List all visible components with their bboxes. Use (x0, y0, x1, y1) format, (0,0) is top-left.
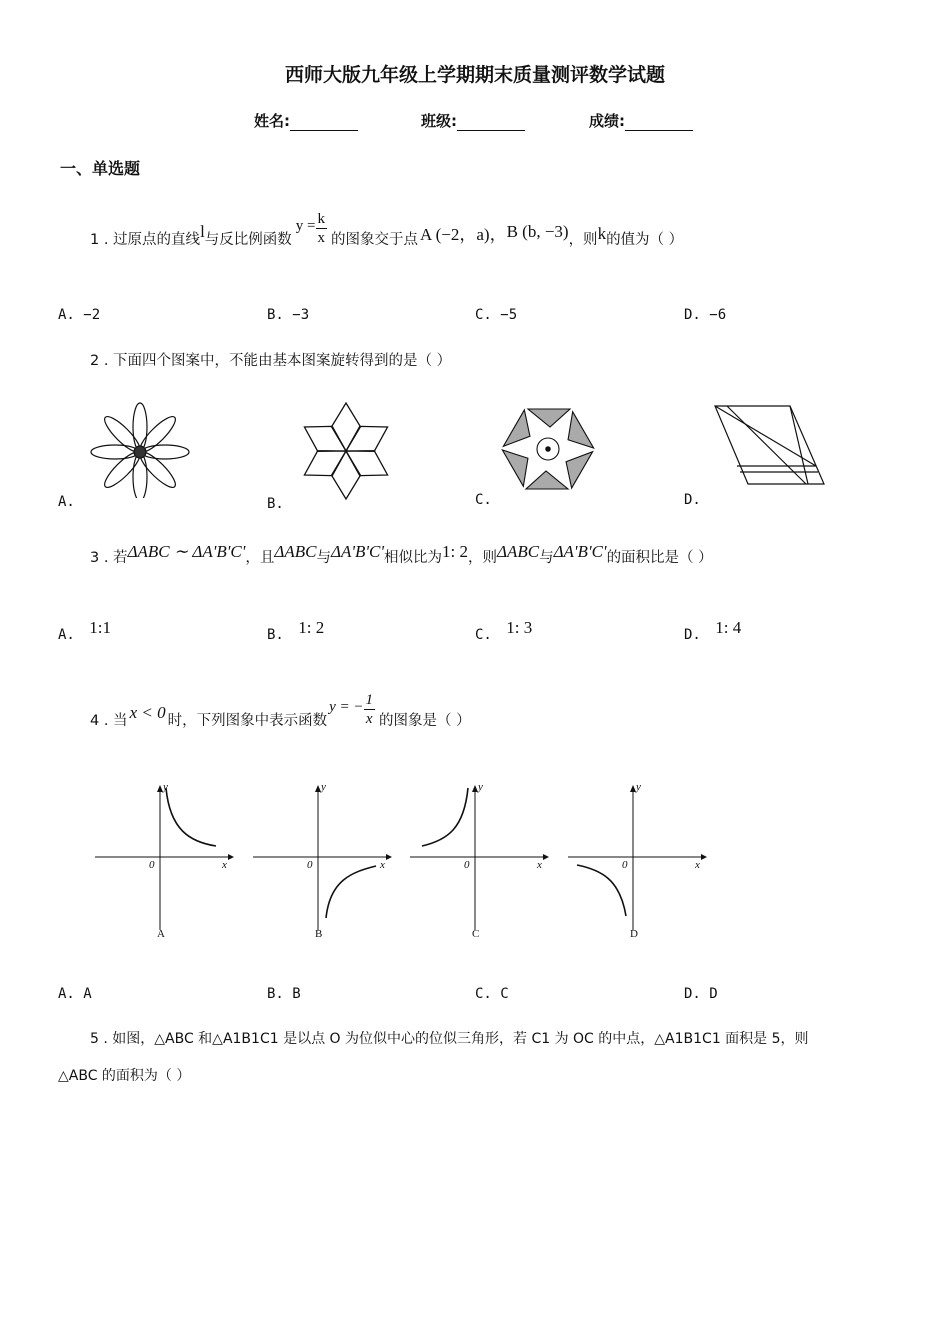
q3-option-d-letter: D. (684, 627, 701, 643)
q1-option-c[interactable]: C. −5 (475, 307, 518, 323)
graph-b-origin: 0 (307, 859, 313, 871)
q3-prefix: 3 . 若 (90, 549, 128, 566)
score-blank[interactable] (625, 116, 693, 131)
q4-y-eq: y = − (329, 698, 364, 715)
q4-suffix: 的图象是（ ） (379, 712, 471, 729)
graph-d-origin: 0 (622, 859, 628, 871)
q1-mid2: 的图象交于点 (331, 231, 419, 248)
q4-graphs (90, 780, 710, 945)
q3-option-d-value: 1: 4 (715, 618, 742, 637)
graph-a-y-label: y (163, 781, 168, 793)
q3-option-a-value: 1:1 (89, 618, 112, 637)
q3-abc4: ΔA'B'C' (553, 542, 607, 561)
q1-frac-den: x (317, 229, 326, 246)
q1-k: k (597, 224, 607, 243)
q3-suffix: 的面积比是（ ） (606, 549, 713, 566)
q3-mid1: ，且 (245, 549, 275, 566)
q4-frac-num: 1 (365, 691, 373, 708)
question-5-line-2: △ABC 的面积为（ ） (58, 1068, 191, 1084)
q1-comma: ， (489, 224, 507, 244)
graph-c-y-label: y (478, 781, 483, 793)
graph-c-x-label: x (537, 859, 542, 871)
star-figure (296, 400, 396, 502)
graph-a-x-label: x (222, 859, 227, 871)
class-field[interactable] (421, 110, 525, 131)
q4-condition: x < 0 (129, 703, 166, 722)
parallelogram-figure (710, 402, 830, 490)
question-1 (90, 203, 683, 273)
graph-b (253, 781, 392, 940)
graph-a-origin: 0 (149, 859, 155, 871)
q4-option-a[interactable]: A. A (58, 986, 92, 1002)
q3-mid2: ，则 (467, 549, 497, 566)
q1-point-b: B (b, −3) (506, 222, 569, 241)
q3-abc3: ΔABC (496, 542, 540, 561)
score-field[interactable] (589, 110, 693, 131)
q2-option-c[interactable]: C. (475, 492, 492, 508)
q4-option-d[interactable]: D. D (684, 986, 718, 1002)
q2-option-a[interactable]: A. (58, 494, 75, 510)
q1-suffix: 的值为（ ） (606, 231, 684, 248)
q1-prefix: 1 . 过原点的直线 (90, 231, 201, 248)
name-blank[interactable] (290, 116, 358, 131)
q3-option-b[interactable] (267, 618, 325, 644)
class-label: 班级: (421, 112, 457, 130)
q3-yu2: 与 (539, 549, 554, 566)
q1-option-b[interactable]: B. −3 (267, 307, 310, 323)
graph-c-label: C (472, 928, 480, 940)
graph-d (568, 781, 707, 940)
name-label: 姓名: (254, 112, 290, 130)
q1-option-a[interactable]: A. −2 (58, 307, 101, 323)
q3-ratio: 1: 2 (441, 542, 468, 561)
graph-a (95, 781, 234, 940)
q1-line-l: l (200, 222, 205, 241)
graph-b-x-label: x (380, 859, 385, 871)
question-3 (90, 540, 713, 572)
q2-option-b[interactable]: B. (267, 496, 284, 512)
q4-mid: 时，下列图象中表示函数 (167, 712, 328, 729)
name-field[interactable] (254, 110, 358, 131)
graph-d-label: D (630, 928, 638, 940)
flower-figure (80, 398, 200, 498)
graph-c (410, 781, 549, 940)
q3-option-d[interactable] (684, 618, 742, 644)
q3-similarity: ΔABC ∼ ΔA'B'C' (127, 542, 246, 561)
q3-option-c-letter: C. (475, 627, 492, 643)
q4-frac-den: x (365, 710, 373, 727)
question-2: 2 . 下面四个图案中，不能由基本图案旋转得到的是（ ） (90, 353, 452, 369)
q1-option-d[interactable]: D. −6 (684, 307, 727, 323)
score-label: 成绩: (589, 112, 625, 130)
q3-ratio-text: 相似比为 (383, 549, 442, 566)
q1-mid: 与反比例函数 (204, 231, 292, 248)
graph-d-y-label: y (636, 781, 641, 793)
graph-a-label: A (157, 928, 165, 940)
hexagon-figure (500, 404, 596, 494)
graph-d-x-label: x (695, 859, 700, 871)
q3-option-b-value: 1: 2 (298, 618, 325, 637)
q1-fraction (316, 210, 328, 247)
q4-prefix: 4 . 当 (90, 712, 128, 729)
question-4 (90, 684, 471, 754)
q4-fraction (364, 691, 376, 728)
q3-abc: ΔABC (274, 542, 317, 561)
graph-b-y-label: y (321, 781, 326, 793)
q3-option-a[interactable] (58, 618, 112, 644)
q1-mid3: ，则 (568, 231, 598, 248)
question-5-line-1: 5 . 如图，△ABC 和△A1B1C1 是以点 O 为位似中心的位似三角形，若 C1 为 OC 的中点，△A1B1C1 面积是 5，则 (90, 1031, 809, 1047)
q3-yu: 与 (316, 549, 331, 566)
q1-point-a: A (−2，a) (420, 224, 490, 244)
q3-option-c[interactable] (475, 618, 533, 644)
q3-option-b-letter: B. (267, 627, 284, 643)
q1-frac-num: k (317, 210, 326, 227)
graph-b-label: B (315, 928, 323, 940)
q4-option-b[interactable]: B. B (267, 986, 301, 1002)
q3-option-c-value: 1: 3 (506, 618, 533, 637)
graph-c-origin: 0 (464, 859, 470, 871)
q4-option-c[interactable]: C. C (475, 986, 509, 1002)
class-blank[interactable] (457, 116, 525, 131)
q3-abc2: ΔA'B'C' (330, 542, 384, 561)
q3-option-a-letter: A. (58, 627, 75, 643)
page-title: 西师大版九年级上学期期末质量测评数学试题 (284, 64, 665, 86)
section-heading: 一、单选题 (60, 159, 141, 178)
q2-option-d[interactable]: D. (684, 492, 701, 508)
q1-y-eq: y = (295, 217, 316, 234)
